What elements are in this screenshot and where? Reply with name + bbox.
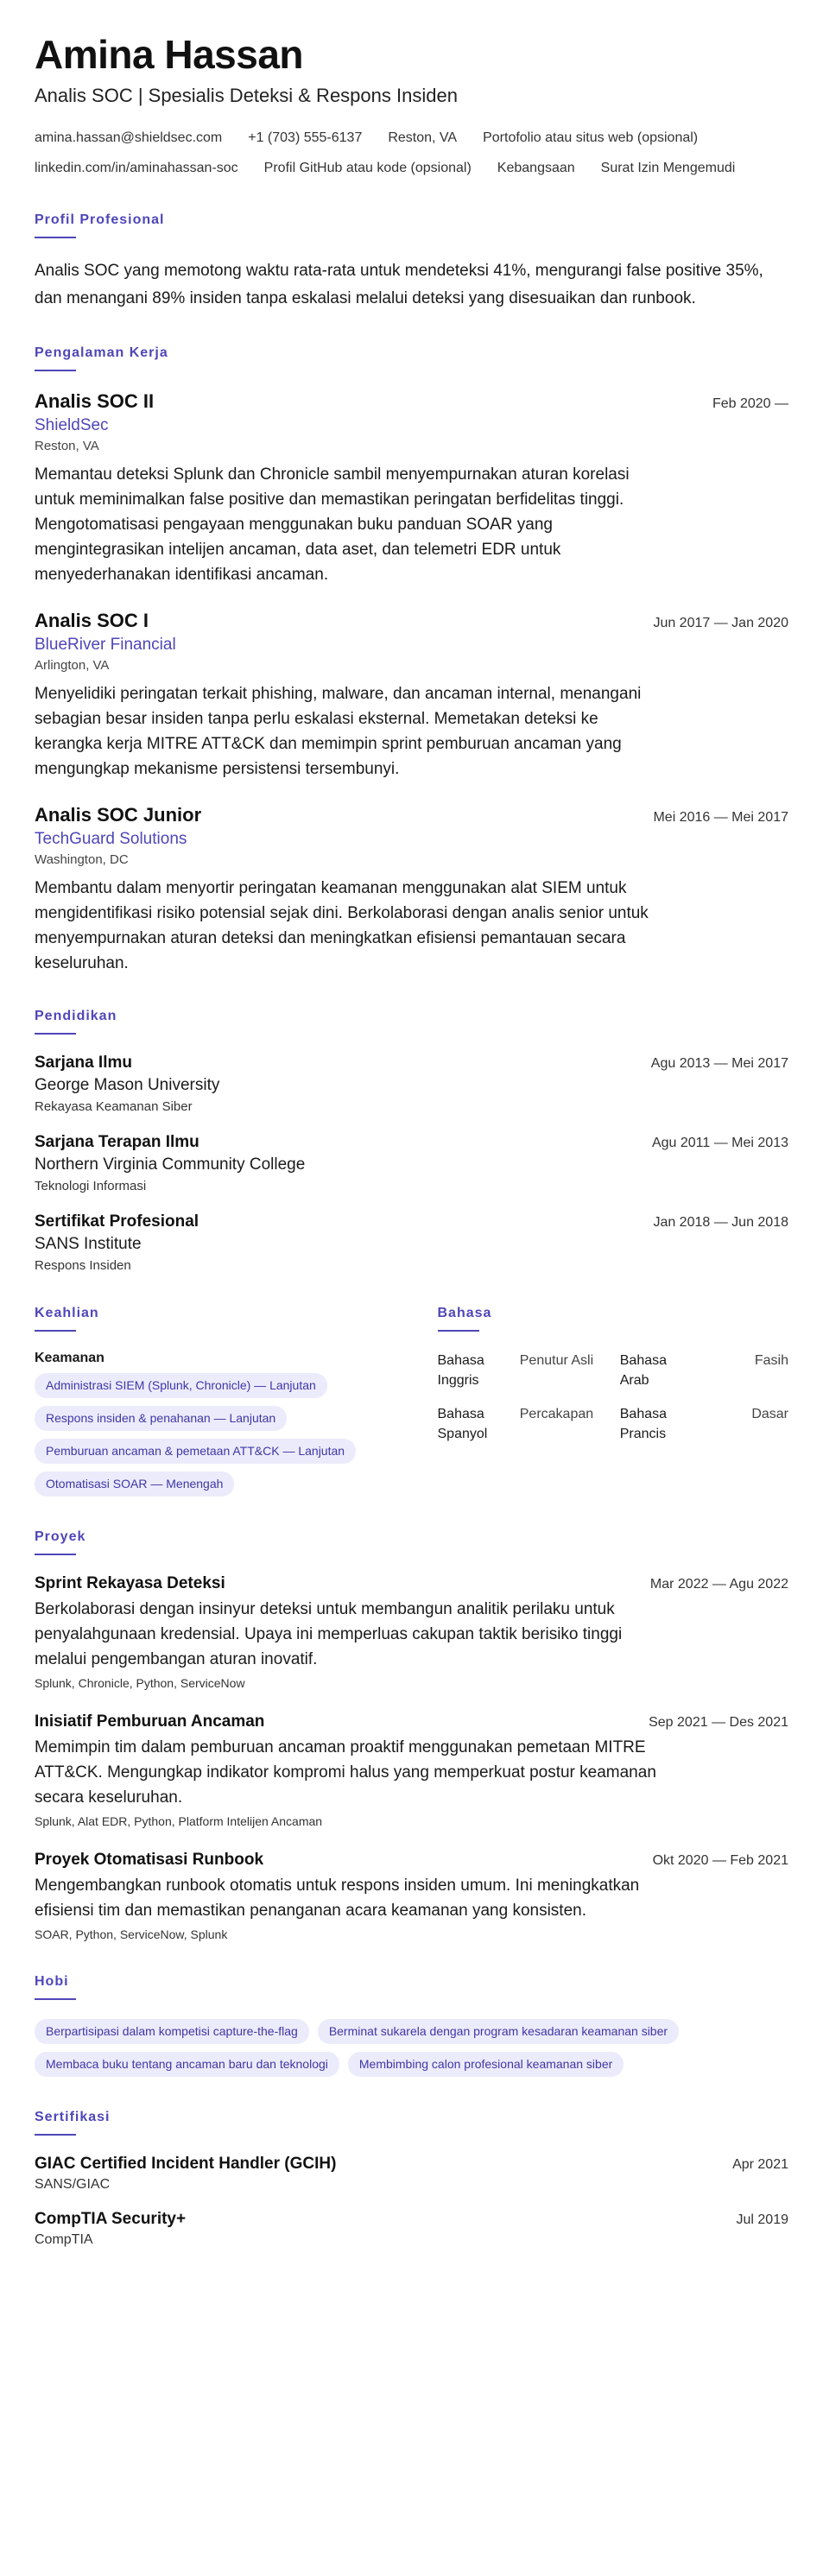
language-name: Bahasa Arab <box>619 1353 668 1388</box>
job-location: Reston, VA <box>35 439 99 453</box>
education-date: Jan 2018 — Jun 2018 <box>653 1215 788 1230</box>
job-location: Washington, DC <box>35 852 129 867</box>
education-section <box>35 1009 788 1273</box>
language-level: Percakapan <box>519 1407 594 1421</box>
drivers-license: Surat Izin Mengemudi <box>600 161 736 175</box>
job-location: Arlington, VA <box>35 658 110 673</box>
school-name: SANS Institute <box>35 1235 142 1253</box>
hobby-chip: Berminat sukarela dengan program kesadaran keamanan siber <box>318 2019 679 2044</box>
project-date: Sep 2021 — Des 2021 <box>649 1715 788 1730</box>
certification-name: CompTIA Security+ <box>35 2210 187 2228</box>
nationality: Kebangsaan <box>497 161 575 175</box>
experience-section <box>35 345 788 976</box>
job-date: Jun 2017 — Jan 2020 <box>653 616 788 630</box>
project-tech: Splunk, Chronicle, Python, ServiceNow <box>35 1676 245 1690</box>
language-level: Dasar <box>751 1407 788 1421</box>
job-description: Menyelidiki peringatan terkait phishing, malware, dan ancaman internal, menangani sebagian besar insiden tanpa perlu eskalasi eksternal. Memetakan deteksi ke kerangka kerja MITRE ATT&CK dan memimpin sprint pemburuan ancaman yang mengungkap mekanisme persistensi tersembunyi. <box>35 685 642 778</box>
company-name: TechGuard Solutions <box>35 830 187 848</box>
project-title: Proyek Otomatisasi Runbook <box>35 1851 264 1869</box>
hobby-chip: Membaca buku tentang ancaman baru dan teknologi <box>35 2052 339 2077</box>
language-name: Bahasa Inggris <box>437 1353 484 1388</box>
language-item <box>620 1351 788 1390</box>
certification-date: Apr 2021 <box>732 2157 788 2172</box>
certifications-section <box>35 2110 788 2248</box>
job-title: Analis SOC I <box>35 610 149 631</box>
candidate-name: Amina Hassan <box>35 32 304 77</box>
education-entry <box>35 1212 788 1273</box>
language-item <box>620 1404 788 1444</box>
job-date: Feb 2020 — <box>712 396 788 411</box>
portfolio-link[interactable]: Portofolio atau situs web (opsional) <box>483 130 699 145</box>
contact-list <box>35 126 788 180</box>
hobby-chip: Berpartisipasi dalam kompetisi capture-the-flag <box>35 2019 309 2044</box>
hobby-chip: Membimbing calon profesional keamanan siber <box>348 2052 624 2077</box>
section-divider <box>35 1554 76 1555</box>
section-divider <box>35 237 76 238</box>
project-tech: Splunk, Alat EDR, Python, Platform Intelijen Ancaman <box>35 1814 323 1828</box>
section-title: Sertifikasi <box>35 2110 111 2124</box>
language-level: Penutur Asli <box>519 1353 594 1368</box>
job-description: Membantu dalam menyortir peringatan keamanan menggunakan alat SIEM untuk mengidentifikasi risiko potensial sejak dini. Berkolaborasi dengan analis senior untuk menyempurnakan aturan deteksi dan meningkatkan efisiensi pemantauan secara keseluruhan. <box>35 879 649 972</box>
language-level: Fasih <box>754 1353 788 1368</box>
skill-chip: Respons insiden & penahanan — Lanjutan <box>35 1406 287 1431</box>
header <box>35 31 788 180</box>
phone[interactable]: +1 (703) 555-6137 <box>248 130 363 145</box>
project-title: Inisiatif Pemburuan Ancaman <box>35 1712 265 1731</box>
section-divider <box>35 370 76 371</box>
certification-date: Jul 2019 <box>736 2212 788 2227</box>
hobbies-section <box>35 1974 788 2077</box>
email[interactable]: amina.hassan@shieldsec.com <box>35 130 223 145</box>
job-title: Analis SOC II <box>35 390 155 412</box>
project-description: Memimpin tim dalam pemburuan ancaman proaktif menggunakan pemetaan MITRE ATT&CK. Mengungkap indikator kompromi halus yang memperkuat postur keamanan secara keseluruhan. <box>35 1738 656 1807</box>
languages-section <box>438 1306 789 1497</box>
job-entry <box>35 804 788 976</box>
job-title: Analis SOC Junior <box>35 804 202 826</box>
company-name: BlueRiver Financial <box>35 636 176 654</box>
section-title: Keahlian <box>35 1306 99 1320</box>
project-title: Sprint Rekayasa Deteksi <box>35 1574 225 1592</box>
degree: Sarjana Ilmu <box>35 1054 132 1072</box>
profile-summary: Analis SOC yang memotong waktu rata-rata untuk mendeteksi 41%, mengurangi false positive 35%, dan menangani 89% insiden tanpa eskalasi melalui deteksi yang disesuaikan dan runbook. <box>35 262 763 307</box>
skill-chip-list <box>35 1373 386 1497</box>
job-entry <box>35 610 788 782</box>
project-tech: SOAR, Python, ServiceNow, Splunk <box>35 1927 228 1941</box>
degree: Sertifikat Profesional <box>35 1212 199 1231</box>
project-entry <box>35 1574 788 1690</box>
job-entry <box>35 390 788 587</box>
education-entry <box>35 1054 788 1114</box>
school-name: George Mason University <box>35 1076 220 1094</box>
section-divider <box>438 1330 479 1332</box>
certification-name: GIAC Certified Incident Handler (GCIH) <box>35 2155 337 2173</box>
certification-issuer: CompTIA <box>35 2232 93 2247</box>
section-title: Profil Profesional <box>35 212 165 227</box>
skill-chip: Otomatisasi SOAR — Menengah <box>35 1472 234 1497</box>
headline: Analis SOC | Spesialis Deteksi & Respons Insiden <box>35 85 458 106</box>
language-name: Bahasa Prancis <box>619 1407 668 1441</box>
project-description: Mengembangkan runbook otomatis untuk respons insiden umum. Ini meningkatkan efisiensi tim dan memastikan penanganan acara keamanan yang konsisten. <box>35 1877 640 1920</box>
education-date: Agu 2011 — Mei 2013 <box>651 1136 788 1150</box>
field-of-study: Respons Insiden <box>35 1258 131 1273</box>
hobby-chip-list <box>35 2019 788 2077</box>
skills-languages-row <box>35 1306 788 1497</box>
education-entry <box>35 1133 788 1193</box>
skill-chip: Administrasi SIEM (Splunk, Chronicle) — Lanjutan <box>35 1373 327 1398</box>
section-title: Pengalaman Kerja <box>35 345 168 360</box>
project-description: Berkolaborasi dengan insinyur deteksi untuk membangun analitik perilaku untuk penyalahgunaan kredensial. Upaya ini memperluas cakupan taktik berisiko tinggi melalui pengembangan aturan inovatif. <box>35 1600 623 1668</box>
linkedin-link[interactable]: linkedin.com/in/aminahassan-soc <box>35 161 238 175</box>
project-entry <box>35 1851 788 1941</box>
field-of-study: Teknologi Informasi <box>35 1179 147 1193</box>
skills-section <box>35 1306 386 1497</box>
company-name: ShieldSec <box>35 416 109 434</box>
education-date: Agu 2013 — Mei 2017 <box>650 1056 788 1071</box>
language-name: Bahasa Spanyol <box>437 1407 488 1441</box>
language-list <box>438 1351 789 1444</box>
section-divider <box>35 2134 76 2136</box>
degree: Sarjana Terapan Ilmu <box>35 1133 199 1151</box>
language-item <box>438 1404 606 1444</box>
job-description: Memantau deteksi Splunk dan Chronicle sambil menyempurnakan aturan korelasi untuk meminimalkan false positive dan memastikan peringatan berfidelitas tinggi. Mengotomatisasi pengayaan menggunakan buku panduan SOAR yang mengintegrasikan intelijen ancaman, data aset, dan telemetri EDR untuk menyederhanakan identifikasi ancaman. <box>35 465 630 584</box>
field-of-study: Rekayasa Keamanan Siber <box>35 1099 193 1114</box>
skill-category: Keamanan <box>35 1351 104 1365</box>
section-title: Bahasa <box>437 1306 492 1320</box>
projects-section <box>35 1529 788 1941</box>
school-name: Northern Virginia Community College <box>35 1155 306 1174</box>
project-date: Okt 2020 — Feb 2021 <box>652 1853 788 1868</box>
section-divider <box>35 1998 76 2000</box>
skill-chip: Pemburuan ancaman & pemetaan ATT&CK — Lanjutan <box>35 1439 356 1464</box>
section-divider <box>35 1033 76 1035</box>
profile-section <box>35 212 788 313</box>
github-link[interactable]: Profil GitHub atau kode (opsional) <box>263 161 472 175</box>
section-title: Pendidikan <box>35 1009 117 1023</box>
section-divider <box>35 1330 76 1332</box>
job-date: Mei 2016 — Mei 2017 <box>653 810 788 825</box>
location: Reston, VA <box>388 130 458 145</box>
language-item <box>438 1351 606 1390</box>
project-entry <box>35 1712 788 1828</box>
section-title: Hobi <box>35 1974 69 1989</box>
certification-entry <box>35 2155 788 2193</box>
certification-entry <box>35 2210 788 2248</box>
certification-issuer: SANS/GIAC <box>35 2177 111 2192</box>
project-date: Mar 2022 — Agu 2022 <box>649 1577 788 1592</box>
section-title: Proyek <box>35 1529 86 1544</box>
